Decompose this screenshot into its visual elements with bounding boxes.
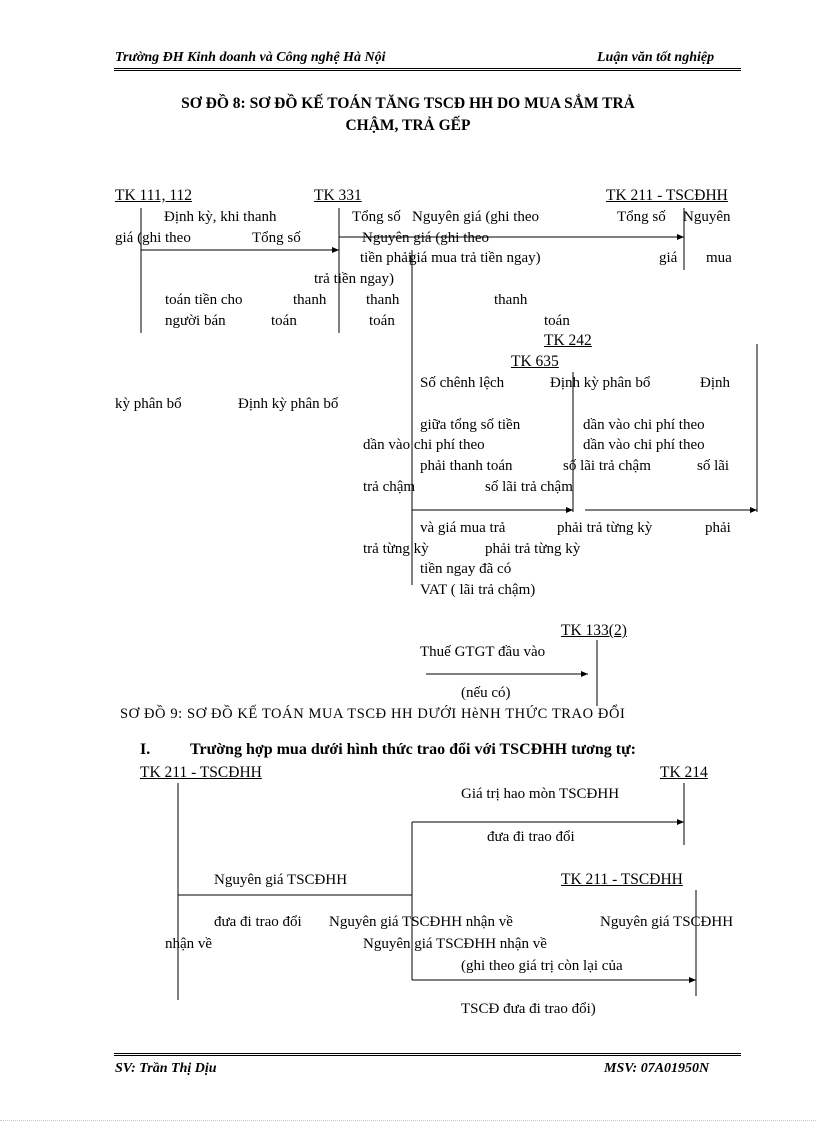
d8-text: Định kỳ phân bổ bbox=[550, 375, 651, 391]
account-tk214: TK 214 bbox=[660, 764, 708, 781]
d8-text: mua bbox=[706, 250, 732, 266]
d8-text: Định kỳ, khi thanh bbox=[164, 209, 277, 225]
d8-text: (nếu có) bbox=[461, 685, 511, 701]
footer-rule-2 bbox=[114, 1055, 741, 1056]
d8-text: số lãi trả chậm bbox=[485, 479, 573, 495]
d9-text: Nguyên giá TSCĐHH bbox=[600, 914, 734, 930]
student-id: MSV: 07A01950N bbox=[604, 1061, 710, 1076]
account-tk211: TK 211 - TSCĐHH bbox=[606, 187, 728, 204]
d8-text: thanh bbox=[293, 292, 327, 308]
d8-text: Thuế GTGT đầu vào bbox=[420, 644, 546, 660]
section-number: I. bbox=[140, 741, 151, 758]
d9-text: (ghi theo giá trị còn lại của bbox=[461, 958, 623, 974]
d8-text: Định bbox=[700, 375, 730, 391]
d8-text: Tổng số bbox=[617, 209, 666, 225]
d9-text: Nguyên giá TSCĐHH bbox=[214, 872, 348, 888]
d8-text: tiền ngay đã có bbox=[420, 561, 512, 577]
d8-text: giá mua trả tiền ngay) bbox=[409, 250, 541, 266]
d8-text: dần vào chi phí theo bbox=[583, 437, 705, 453]
account-tk331: TK 331 bbox=[314, 187, 362, 204]
d9-text: TSCĐ đưa đi trao đổi) bbox=[461, 1001, 596, 1017]
d8-text: Số chênh lệch bbox=[420, 375, 505, 391]
document-type: Luận văn tốt nghiệp bbox=[597, 50, 715, 65]
d8-text: dần vào chi phí theo bbox=[583, 417, 705, 433]
d8-text: Nguyên giá (ghi theo bbox=[412, 209, 540, 225]
d8-text: phải thanh toán bbox=[420, 458, 513, 474]
diagram8-title-line1: SƠ ĐỒ 8: SƠ ĐỒ KẾ TOÁN TĂNG TSCĐ HH DO MUA SẮM TRẢ bbox=[181, 95, 635, 112]
d8-text: toán tiền cho bbox=[165, 292, 243, 308]
d9-text: Giá trị hao mòn TSCĐHH bbox=[461, 786, 620, 802]
account-tk635: TK 635 bbox=[511, 353, 559, 370]
d8-text: trả từng kỳ bbox=[363, 541, 429, 557]
account-tk242: TK 242 bbox=[544, 332, 592, 349]
account-tk211-b: TK 211 - TSCĐHH bbox=[561, 871, 683, 888]
d8-text: kỳ phân bổ bbox=[115, 396, 182, 412]
d8-text: giữa tổng số tiền bbox=[420, 417, 521, 433]
d9-text: Nguyên giá TSCĐHH nhận về bbox=[329, 914, 513, 930]
d8-text: số lãi trả chậm bbox=[563, 458, 651, 474]
d8-text: trả tiền ngay) bbox=[314, 271, 394, 287]
d8-text: số lãi bbox=[697, 458, 730, 474]
section-title: Trường hợp mua dưới hình thức trao đổi với TSCĐHH tương tự: bbox=[190, 741, 637, 758]
school-name: Trường ĐH Kinh doanh và Công nghệ Hà Nội bbox=[115, 50, 386, 65]
header-rule-2 bbox=[114, 70, 741, 71]
d9-text: nhận về bbox=[165, 936, 213, 952]
account-tk211-a: TK 211 - TSCĐHH bbox=[140, 764, 262, 781]
d8-text: toán bbox=[271, 313, 297, 329]
page-edge bbox=[0, 1120, 816, 1121]
d8-text: người bán bbox=[165, 313, 226, 329]
account-tk111: TK 111, 112 bbox=[115, 187, 193, 204]
d8-text: phải bbox=[705, 520, 731, 536]
d8-text: tiền phải bbox=[360, 250, 413, 266]
account-tk133: TK 133(2) bbox=[561, 622, 627, 639]
d8-text: Nguyên bbox=[683, 209, 731, 225]
d8-text: thanh bbox=[494, 292, 528, 308]
d8-text: phải trả từng kỳ bbox=[557, 520, 653, 536]
d8-text: Tổng số bbox=[252, 230, 301, 246]
diagram9-title: SƠ ĐỒ 9: SƠ ĐỒ KẾ TOÁN MUA TSCĐ HH DƯỚI HèNH THỨC TRAO ĐỔI bbox=[120, 706, 626, 722]
d8-text: giá bbox=[659, 250, 678, 266]
d8-text: toán bbox=[544, 313, 570, 329]
d8-text: dần vào chi phí theo bbox=[363, 437, 485, 453]
header-rule bbox=[114, 68, 741, 69]
d9-text: đưa đi trao đổi bbox=[214, 914, 302, 930]
diagram8-title-line2: CHẬM, TRẢ GẾP bbox=[345, 117, 471, 134]
d8-text: VAT ( lãi trả chậm) bbox=[420, 582, 536, 598]
d9-text: đưa đi trao đổi bbox=[487, 829, 575, 845]
d8-text: trả chậm bbox=[363, 479, 416, 495]
d8-text: Định kỳ phân bổ bbox=[238, 396, 339, 412]
d8-text: Nguyên giá (ghi theo bbox=[362, 230, 490, 246]
d8-text: thanh bbox=[366, 292, 400, 308]
d8-text: phải trả từng kỳ bbox=[485, 541, 581, 557]
footer-rule bbox=[114, 1053, 741, 1054]
d8-text: Tổng số bbox=[352, 209, 401, 225]
d8-text: giá (ghi theo bbox=[115, 230, 191, 246]
d8-text: và giá mua trả bbox=[420, 520, 506, 536]
d8-text: toán bbox=[369, 313, 395, 329]
d9-text: Nguyên giá TSCĐHH nhận về bbox=[363, 936, 547, 952]
student-name: SV: Trần Thị Dịu bbox=[115, 1061, 217, 1076]
